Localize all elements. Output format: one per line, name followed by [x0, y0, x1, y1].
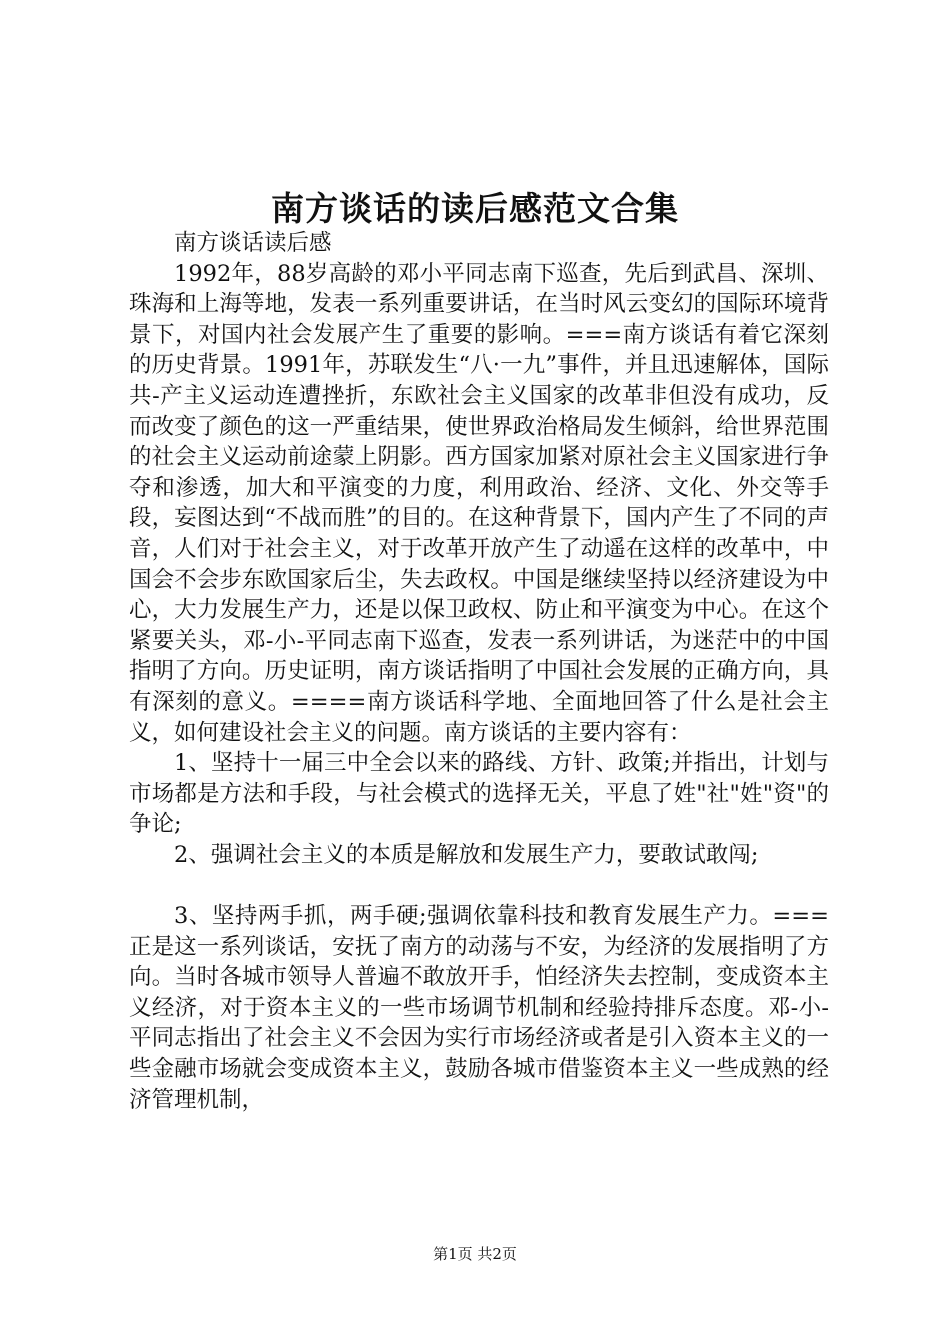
paragraph: 1992年，88岁高龄的邓小平同志南下巡查，先后到武昌、深圳、珠海和上海等地，发表一系列重要讲话，在当时风云变幻的国际环境背景下，对国内社会发展产生了重要的影响。===南方谈话有着它深刻的历史背景。1991年，苏联发生“八·一九”事件，并且迅速解体，国际共-产主义运动连遭挫折，东欧社会主义国家的改革非但没有成功，反而改变了颜色的这一严重结果，使世界政治格局发生倾斜，给世界范围的社会主义运动前途蒙上阴影。西方国家加紧对原社会主义国家进行争夺和渗透，加大和平演变的力度，利用政治、经济、文化、外交等手段，妄图达到“不战而胜”的目的。在这种背景下，国内产生了不同的声音，人们对于社会主义，对于改革开放产生了动遥在这样的改革中，中国会不会步东欧国家后尘，失去政权。中国是继续坚持以经济建设为中心，大力发展生产力，还是以保卫政权、防止和平演变为中心。在这个紧要关头，邓-小-平同志南下巡查，发表一系列讲话，为迷茫中的中国指明了方向。历史证明，南方谈话指明了中国社会发展的正确方向，具有深刻的意义。====南方谈话科学地、全面地回答了什么是社会主义，如何建设社会主义的问题。南方谈话的主要内容有： [129, 260, 829, 746]
page-footer: 第1页 共2页 [433, 1245, 517, 1263]
section-heading: 南方谈话读后感 [174, 230, 332, 256]
list-item: 1、坚持十一届三中全会以来的路线、方针、政策;并指出，计划与市场都是方法和手段，与社会模式的选择无关，平息了姓"社"姓"资"的争论; [129, 750, 829, 838]
list-item: 2、强调社会主义的本质是解放和发展生产力，要敢试敢闯; [174, 841, 759, 868]
document-title: 南方谈话的读后感范文合集 [271, 189, 679, 228]
document-body [129, 228, 829, 1115]
list-item: 3、坚持两手抓，两手硬;强调依靠科技和教育发展生产力。===正是这一系列谈话，安抚了南方的动荡与不安，为经济的发展指明了方向。当时各城市领导人普遍不敢放开手，怕经济失去控制，变成资本主义经济，对于资本主义的一些市场调节机制和经验持排斥态度。邓-小-平同志指出了社会主义不会因为实行市场经济或者是引入资本主义的一些金融市场就会变成资本主义，鼓励各城市借鉴资本主义一些成熟的经济管理机制， [129, 903, 829, 1113]
